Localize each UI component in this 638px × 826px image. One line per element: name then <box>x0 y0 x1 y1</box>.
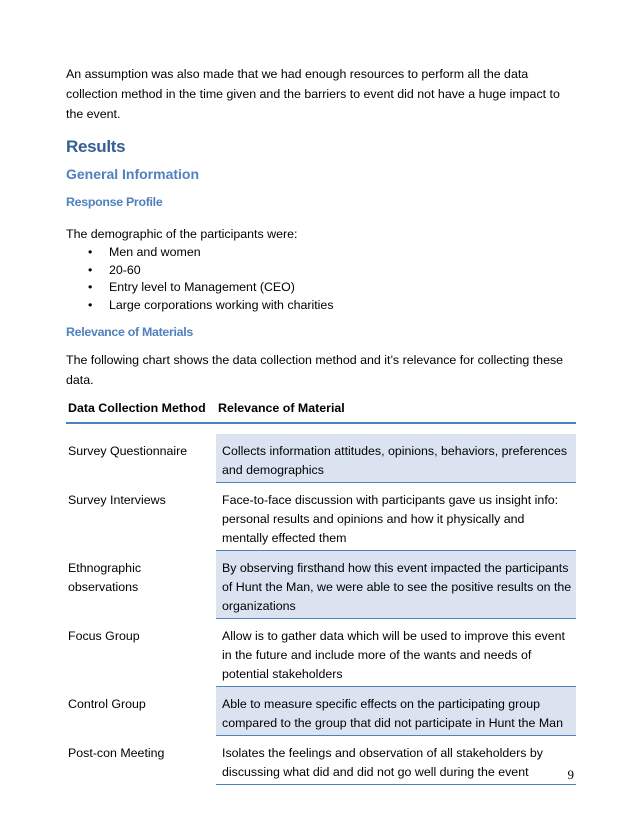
header-method: Data Collection Method <box>68 401 206 415</box>
relevance-intro: The following chart shows the data collection method and it’s relevance for collecting these data. <box>66 353 564 387</box>
table-row <box>66 551 576 619</box>
list-item: • 20-60 <box>86 262 576 280</box>
bullet-icon: • <box>88 245 93 259</box>
table-row <box>66 434 576 483</box>
page-number: 9 <box>567 767 574 782</box>
bullet-icon: • <box>88 297 93 312</box>
header-relevance: Relevance of Material <box>218 401 345 415</box>
heading-relevance-of-materials: Relevance of Materials <box>66 325 194 339</box>
relevance-cell: Face-to-face discussion with participants gave us insight info: personal results and opinions and how it physically and mentally effected them <box>216 483 576 551</box>
list-item: • Large corporations working with charities <box>86 297 576 315</box>
table-row <box>66 736 576 785</box>
method-cell: Focus Group <box>68 628 140 643</box>
heading-general-information: General Information <box>66 166 200 182</box>
demographic-intro: The demographic of the participants were: <box>66 227 298 241</box>
document-page <box>66 64 576 785</box>
table-row <box>66 687 576 736</box>
heading-results: Results <box>66 137 126 156</box>
demographic-list <box>66 244 576 314</box>
relevance-cell: Allow is to gather data which will be used to improve this event in the future and include more of the wants and needs of potential stakeholders <box>216 619 576 687</box>
method-cell: Ethnographic observations <box>68 560 142 594</box>
bullet-icon: • <box>88 280 93 294</box>
intro-paragraph: An assumption was also made that we had enough resources to perform all the data collection method in the time given and the barriers to event did not have a huge impact to the event. <box>66 67 560 121</box>
method-cell: Survey Questionnaire <box>68 444 188 458</box>
relevance-cell: Collects information attitudes, opinions, behaviors, preferences and demographics <box>216 434 576 483</box>
heading-response-profile: Response Profile <box>66 195 163 209</box>
table-row <box>66 483 576 551</box>
data-collection-table <box>66 394 576 785</box>
relevance-cell: Able to measure specific effects on the participating group compared to the group that did not participate in Hunt the Man <box>216 687 576 736</box>
list-item: • Men and women <box>86 244 576 262</box>
table-row <box>66 619 576 687</box>
table-header-row <box>66 394 576 423</box>
method-cell: Control Group <box>68 696 146 711</box>
relevance-cell: By observing firsthand how this event impacted the participants of Hunt the Man, we were able to see the positive results on the organizations <box>216 551 576 619</box>
method-cell: Post-con Meeting <box>68 745 165 760</box>
list-item: • Entry level to Management (CEO) <box>86 279 576 297</box>
method-cell: Survey Interviews <box>68 492 166 507</box>
bullet-icon: • <box>88 262 93 277</box>
relevance-cell: Isolates the feelings and observation of all stakeholders by discussing what did and did not go well during the event <box>216 736 576 785</box>
